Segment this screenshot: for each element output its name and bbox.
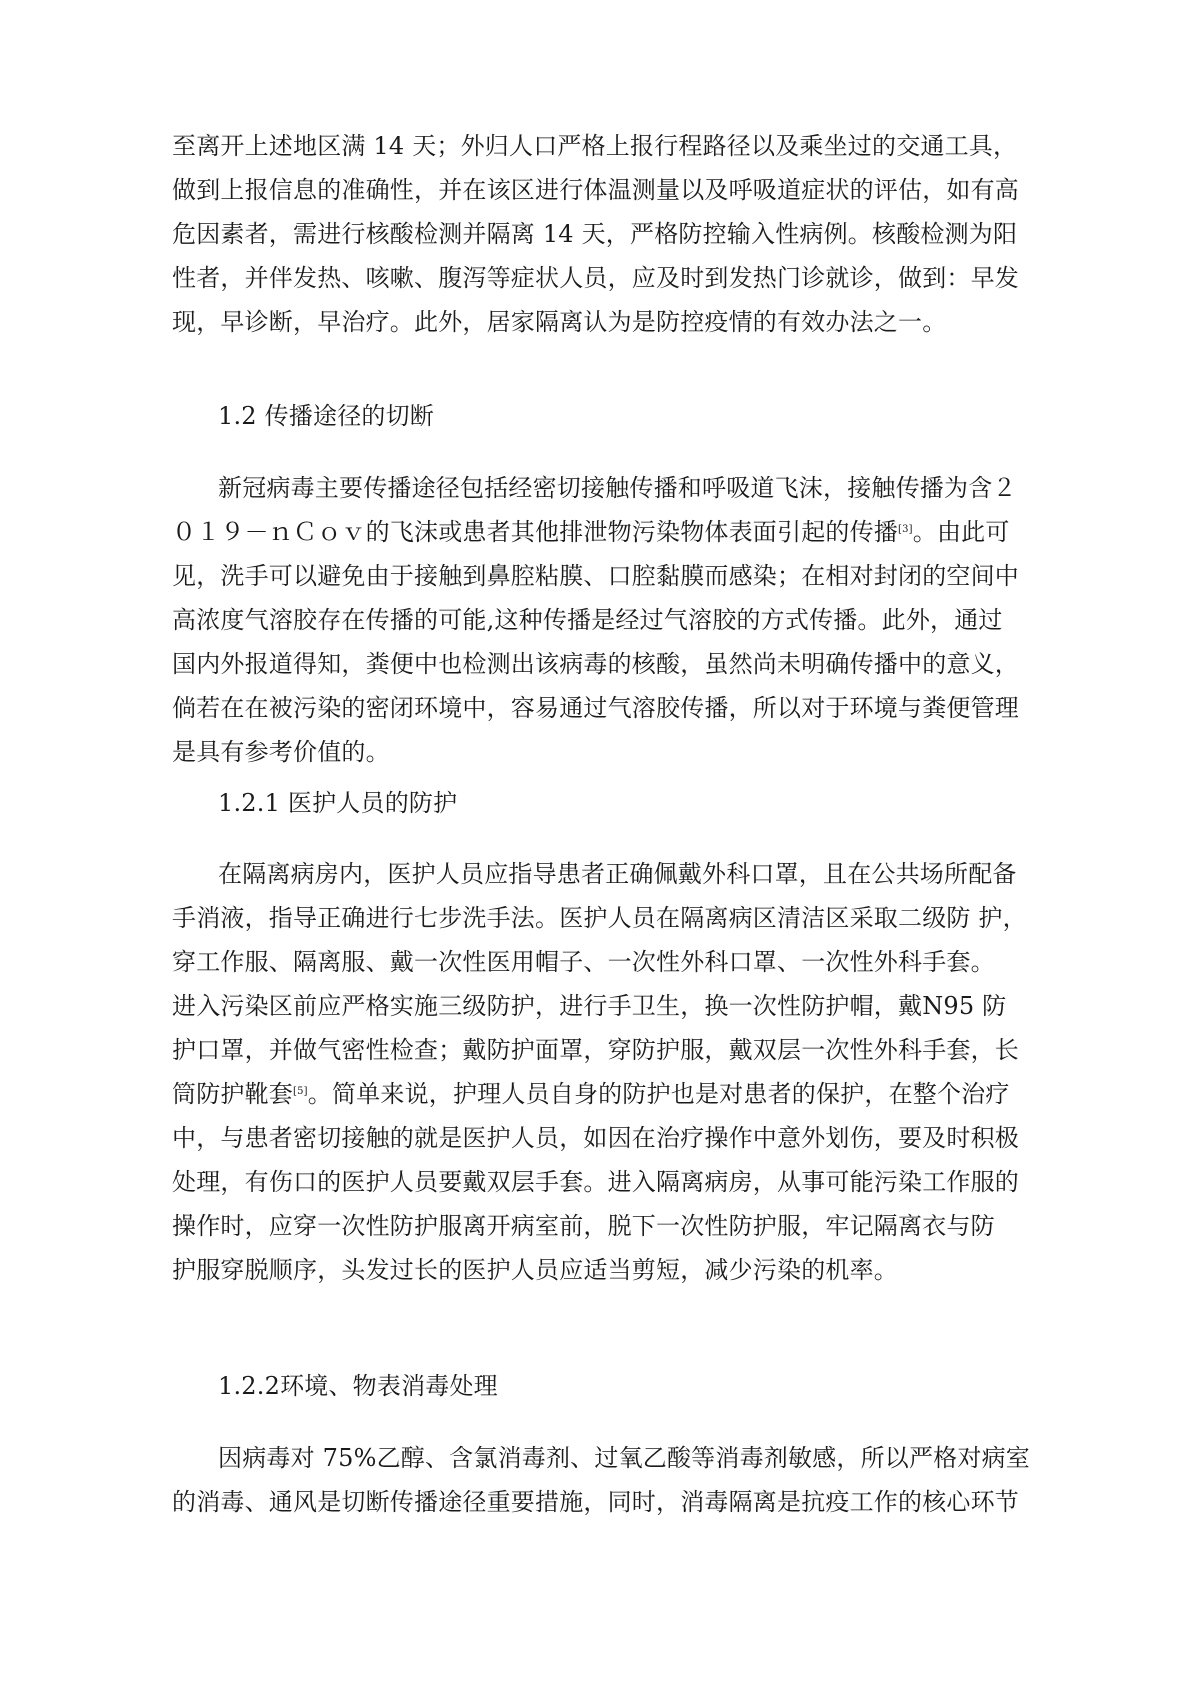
heading-text: 1.2 传播途径的切断 [218, 402, 434, 430]
text-line: 手消液，指导正确进行七步洗手法。医护人员在隔离病区清洁区采取二级防 护， [172, 904, 1027, 932]
paragraph-disinfection [172, 1436, 1032, 1524]
text-line: 穿工作服、隔离服、戴一次性医用帽子、一次性外科口罩、一次性外科手套。 [172, 948, 995, 976]
section-heading-medical-staff [218, 781, 1078, 825]
text-line: 进入污染区前应严格实施三级防护，进行手卫生，换一次性防护帽，戴N95 防 [172, 992, 1007, 1020]
text-line: 现，早诊断，早治疗。此外，居家隔离认为是防控疫情的有效办法之一。 [172, 308, 947, 336]
text-line-with-citation [172, 1072, 1032, 1116]
text-line: 中，与患者密切接触的就是医护人员，如因在治疗操作中意外划伤，要及时积极 [172, 1124, 1019, 1152]
section-heading-transmission [218, 394, 1078, 438]
citation-ref: [3] [898, 524, 913, 535]
text-line: 性者，并伴发热、咳嗽、腹泻等症状人员，应及时到发热门诊就诊，做到：早发 [172, 264, 1019, 292]
text-line: 见，洗手可以避免由于接触到鼻腔粘膜、口腔黏膜而感染；在相对封闭的空间中 [172, 562, 1019, 590]
text-line: 处理，有伤口的医护人员要戴双层手套。进入隔离病房，从事可能污染工作服的 [172, 1168, 1019, 1196]
text-line: 因病毒对 75%乙醇、含氯消毒剂、过氧乙酸等消毒剂敏感，所以严格对病室 [218, 1444, 1030, 1472]
text-line: 护服穿脱顺序，头发过长的医护人员应适当剪短，减少污染的机率。 [172, 1256, 898, 1284]
text-line: 国内外报道得知，粪便中也检测出该病毒的核酸，虽然尚未明确传播中的意义， [172, 650, 1019, 678]
text-segment: 筒防护靴套 [172, 1080, 293, 1108]
text-line: 的消毒、通风是切断传播途径重要措施，同时，消毒隔离是抗疫工作的核心环节 [172, 1488, 1019, 1516]
text-line: 危因素者，需进行核酸检测并隔离 14 天，严格防控输入性病例。核酸检测为阳 [172, 220, 1018, 248]
text-line: 操作时，应穿一次性防护服离开病室前，脱下一次性防护服，牢记隔离衣与防 [172, 1212, 995, 1240]
text-segment: 。简单来说，护理人员自身的防护也是对患者的保护，在整个治疗 [307, 1080, 1010, 1108]
text-segment: ０１９－ｎＣｏｖ的飞沫或患者其他排泄物污染物体表面引起的传播 [172, 518, 898, 546]
citation-ref: [5] [293, 1086, 308, 1097]
text-segment: 。由此可 [912, 518, 1010, 546]
text-line: 倘若在在被污染的密闭环境中，容易通过气溶胶传播，所以对于环境与粪便管理 [172, 694, 1019, 722]
text-line-with-citation [172, 510, 1032, 554]
text-line: 护口罩，并做气密性检查；戴防护面罩，穿防护服，戴双层一次性外科手套，长 [172, 1036, 1019, 1064]
paragraph-staff-protection [172, 852, 1032, 1292]
section-heading-disinfection [218, 1364, 1078, 1408]
heading-text: 1.2.2环境、物表消毒处理 [218, 1372, 498, 1400]
paragraph-isolation-measures [172, 124, 1032, 344]
text-line: 新冠病毒主要传播途径包括经密切接触传播和呼吸道飞沫，接触传播为含２ [218, 474, 1017, 502]
text-line: 至离开上述地区满 14 天；外归人口严格上报行程路径以及乘坐过的交通工具， [172, 132, 1018, 160]
paragraph-transmission-routes [172, 466, 1032, 774]
text-line: 做到上报信息的准确性，并在该区进行体温测量以及呼吸道症状的评估，如有高 [172, 176, 1019, 204]
text-line: 是具有参考价值的。 [172, 738, 390, 766]
text-line: 在隔离病房内，医护人员应指导患者正确佩戴外科口罩，且在公共场所配备 [218, 860, 1017, 888]
text-line: 高浓度气溶胶存在传播的可能,这种传播是经过气溶胶的方式传播。此外，通过 [172, 606, 1003, 634]
heading-text: 1.2.1 医护人员的防护 [218, 789, 458, 817]
